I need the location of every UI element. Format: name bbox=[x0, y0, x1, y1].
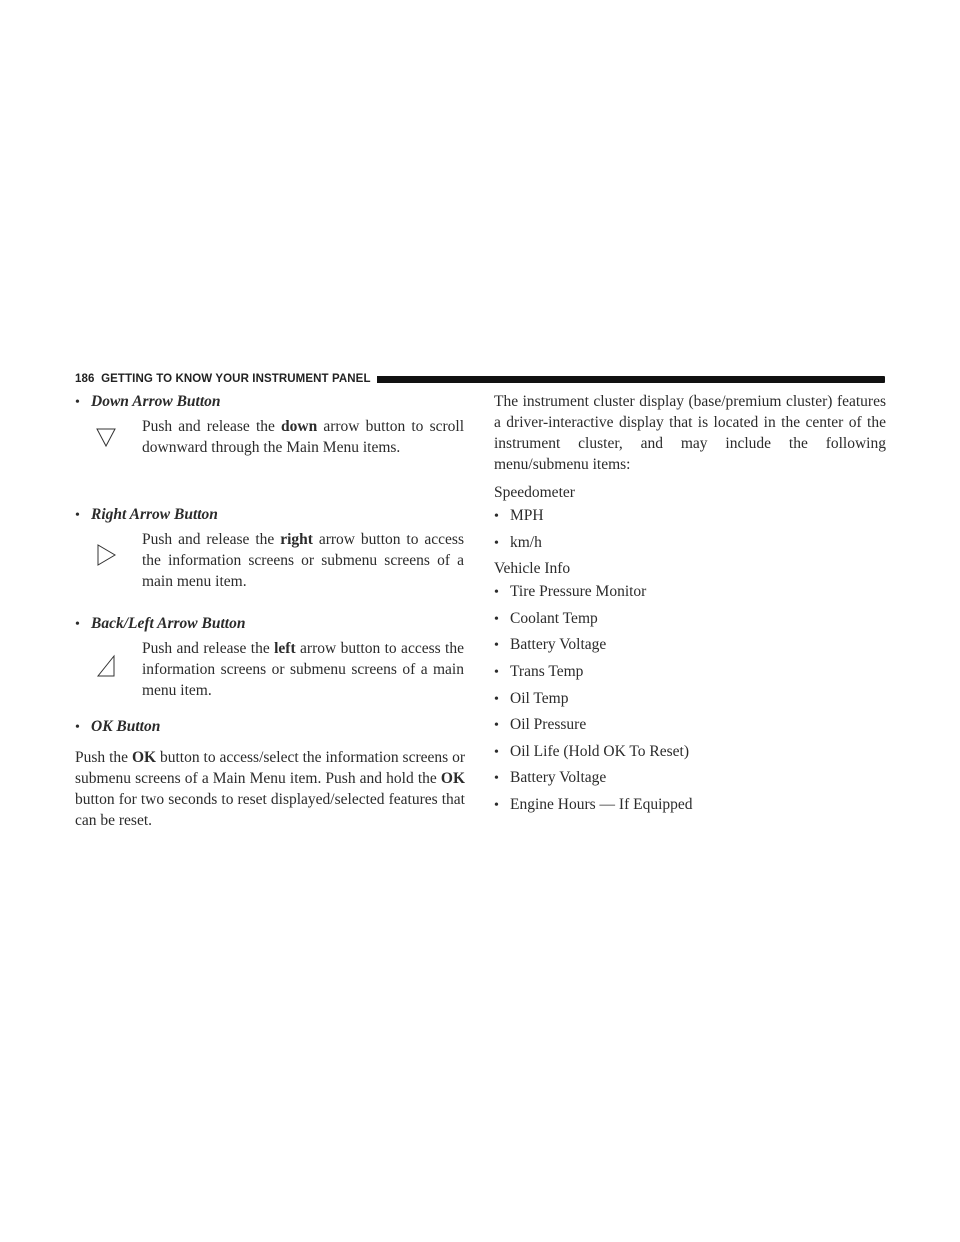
vehicle-info-list bbox=[494, 583, 886, 822]
right-arrow-description-block bbox=[75, 525, 465, 597]
list-item: • Oil Pressure bbox=[494, 716, 587, 734]
section-title: GETTING TO KNOW YOUR INSTRUMENT PANEL bbox=[101, 373, 371, 385]
header-rule bbox=[377, 376, 885, 383]
list-item: • Trans Temp bbox=[494, 662, 584, 680]
ok-button-paragraph: Push the OK button to access/select the information screens or submenu screens of a Main Menu item. Push and hold the OK button for two seconds to reset displayed/selected features that can be reset. bbox=[75, 749, 466, 829]
left-arrow-item bbox=[75, 615, 465, 634]
list-item: • Coolant Temp bbox=[494, 609, 598, 627]
right-arrow-item bbox=[75, 506, 465, 525]
intro-paragraph: The instrument cluster display (base/premium cluster) features a driver-interactive display that is located in the center of the instrument cluster, and may include the following menu/submenu items: bbox=[494, 393, 886, 473]
down-arrow-title: Down Arrow Button bbox=[91, 393, 221, 410]
speedometer-list bbox=[494, 507, 886, 560]
list-item: • MPH bbox=[494, 507, 544, 524]
ok-button-title: OK Button bbox=[91, 718, 161, 735]
down-arrow-description-block bbox=[75, 412, 465, 490]
list-item: • Oil Temp bbox=[494, 689, 569, 707]
down-arrow-description: Push and release the down arrow button to scroll downward through the Main Menu items. bbox=[142, 418, 465, 456]
left-arrow-title: Back/Left Arrow Button bbox=[91, 615, 246, 632]
bullet: • bbox=[75, 617, 80, 632]
list-item: • Battery Voltage bbox=[494, 769, 607, 787]
page-number: 186 bbox=[75, 373, 95, 385]
down-arrow-outline-icon bbox=[95, 426, 117, 448]
down-arrow-item bbox=[75, 393, 465, 412]
list-item: • Engine Hours — If Equipped bbox=[494, 795, 693, 813]
right-arrow-title: Right Arrow Button bbox=[91, 506, 218, 523]
list-item: • km/h bbox=[494, 533, 542, 551]
right-column bbox=[494, 393, 886, 823]
left-arrow-description: Push and release the left arrow button to access the information screens or submenu screens of a main menu item. bbox=[142, 640, 464, 699]
right-arrow-description: Push and release the right arrow button to access the information screens or submenu screens of a main menu item. bbox=[142, 531, 464, 590]
bullet: • bbox=[75, 508, 80, 523]
list-item: • Oil Life (Hold OK To Reset) bbox=[494, 742, 689, 760]
bullet: • bbox=[75, 720, 80, 735]
list-item: • Tire Pressure Monitor bbox=[494, 583, 647, 601]
list-item: • Battery Voltage bbox=[494, 636, 607, 654]
page-header-text bbox=[75, 373, 371, 385]
right-arrow-outline-icon bbox=[95, 543, 117, 567]
ok-button-item bbox=[75, 718, 465, 737]
left-arrow-outline-icon bbox=[95, 654, 117, 678]
vehicle-info-label: Vehicle Info bbox=[494, 560, 571, 578]
page-header bbox=[75, 372, 885, 386]
left-column bbox=[75, 393, 465, 831]
speedometer-label: Speedometer bbox=[494, 484, 575, 501]
bullet: • bbox=[75, 395, 80, 410]
left-arrow-description-block bbox=[75, 634, 465, 706]
